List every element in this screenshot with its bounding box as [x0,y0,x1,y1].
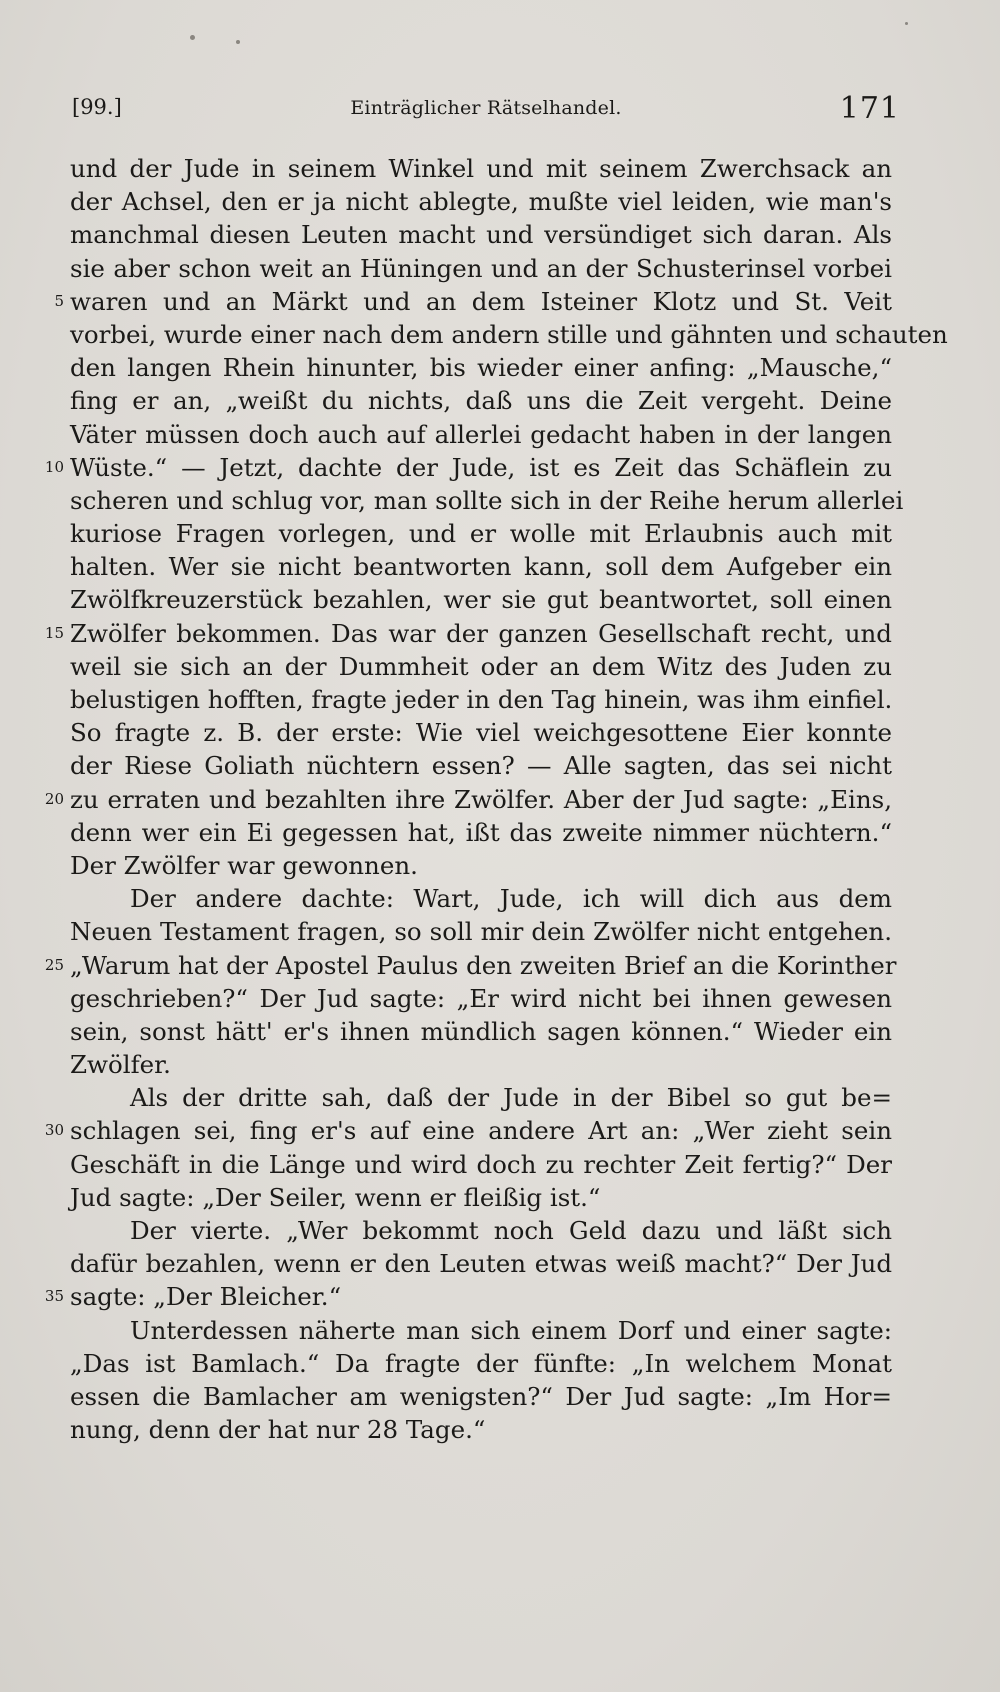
text-line [70,915,892,948]
line-text: sagte: „Der Bleicher.“ [70,1282,342,1312]
text-line [70,1247,892,1280]
line-text: Wüste.“ — Jetzt, dachte der Jude, ist es Zeit das Schäflein zu [70,452,892,482]
line-text: essen die Bamlacher am wenigsten?“ Der Jud sagte: „Im Hor= [70,1381,892,1411]
line-number: 5 [54,291,64,310]
text-line [70,1148,892,1181]
line-text: belustigen hofften, fragte jeder in den Tag hinein, was ihm einfiel. [70,685,893,714]
text-line [70,849,892,882]
text-line [70,351,892,384]
line-number: 25 [44,955,64,974]
text-line [70,1314,892,1347]
text-line [44,949,897,982]
text-line [70,517,892,550]
line-text: Jud sagte: „Der Seiler, wenn er fleißig ist.“ [70,1182,601,1212]
line-text: Zwölfkreuzerstück bezahlen, wer sie gut beantwortet, soll einen [70,585,892,615]
line-text: Als der dritte sah, daß der Jude in der Bibel so gut be= [130,1083,892,1113]
line-text: Unterdessen näherte man sich einem Dorf und einer sagte: [130,1315,892,1345]
text-line [44,451,892,484]
text-line [70,683,892,716]
text-line [70,252,892,285]
line-number: 20 [44,789,64,808]
text-line [70,218,892,251]
line-text: „Warum hat der Apostel Paulus den zweiten Brief an die Korinther [70,950,897,980]
line-text: fing er an, „weißt du nichts, daß uns die Zeit vergeht. Deine [70,386,892,416]
line-text: Der andere dachte: Wart, Jude, ich will dich aus dem [130,884,892,914]
text-line [70,583,892,616]
text-line [70,550,892,583]
line-text: geschrieben?“ Der Jud sagte: „Er wird nicht bei ihnen gewesen [70,983,892,1013]
running-title: Einträglicher Rätselhandel. [350,97,622,119]
paper-speck [905,22,908,25]
paper-speck [190,35,195,40]
paper-speck [236,40,240,44]
text-line [70,318,948,351]
line-text: „Das ist Bamlach.“ Da fragte der fünfte: „In welchem Monat [70,1348,892,1378]
line-text: der Riese Goliath nüchtern essen? — Alle sagten, das sei nicht [70,751,892,781]
text-line [70,1214,892,1247]
text-line [70,1181,892,1214]
text-line [70,749,892,782]
text-line [70,1015,892,1048]
line-number: 35 [44,1287,64,1306]
text-line [44,617,892,650]
line-text: sein, sonst hätt' er's ihnen mündlich sagen können.“ Wieder ein [70,1016,892,1046]
text-line [70,882,892,915]
line-text: der Achsel, den er ja nicht ablegte, mußte viel leiden, wie man's [70,187,892,217]
line-text: Neuen Testament fragen, so soll mir dein Zwölfer nicht entgehen. [70,917,892,947]
line-text: Der Zwölfer war gewonnen. [70,850,418,880]
text-line [70,152,892,185]
line-text: waren und an Märkt und an dem Isteiner Klotz und St. Veit [70,286,892,316]
text-line [70,982,892,1015]
text-line [54,285,892,318]
line-number: 30 [44,1121,64,1140]
text-line [44,1114,892,1147]
line-text: nung, denn der hat nur 28 Tage.“ [70,1415,486,1445]
text-line [70,185,892,218]
line-text: kuriose Fragen vorlegen, und er wolle mit Erlaubnis auch mit [70,519,892,549]
text-line [70,650,892,683]
line-text: Väter müssen doch auch auf allerlei gedacht haben in der langen [70,419,892,449]
line-text: vorbei, wurde einer nach dem andern stille und gähnten und schauten [70,319,948,349]
line-text: schlagen sei, fing er's auf eine andere Art an: „Wer zieht sein [70,1116,892,1146]
line-text: halten. Wer sie nicht beantworten kann, soll dem Aufgeber ein [70,552,892,582]
text-line [70,384,892,417]
text-line [70,716,892,749]
text-line [70,1081,892,1114]
text-line [44,1280,892,1313]
text-line [70,1413,892,1446]
text-line [44,783,892,816]
line-text: Der vierte. „Wer bekommt noch Geld dazu und läßt sich [130,1216,892,1245]
line-number: 10 [44,457,64,476]
line-text: Geschäft in die Länge und wird doch zu rechter Zeit fertig?“ Der [70,1149,892,1179]
line-text: denn wer ein Ei gegessen hat, ißt das zweite nimmer nüchtern.“ [70,817,892,847]
line-text: den langen Rhein hinunter, bis wieder einer anfing: „Mausche,“ [70,353,892,383]
line-text: manchmal diesen Leuten macht und versündiget sich daran. Als [70,220,892,250]
section-number: [99.] [72,95,122,119]
text-line [70,1048,892,1081]
running-header [72,91,900,135]
text-line [70,1380,892,1413]
line-text: dafür bezahlen, wenn er den Leuten etwas weiß macht?“ Der Jud [70,1249,892,1279]
text-line [70,484,904,517]
line-text: zu erraten und bezahlten ihre Zwölfer. Aber der Jud sagte: „Eins, [70,784,892,814]
line-text: So fragte z. B. der erste: Wie viel weichgesottene Eier konnte [70,718,892,748]
line-text: Zwölfer. [70,1050,171,1080]
page-number: 171 [839,91,900,126]
text-line [70,1347,892,1380]
line-text: und der Jude in seinem Winkel und mit seinem Zwerchsack an [70,154,892,183]
text-line [70,816,892,849]
line-number: 15 [44,623,64,642]
line-text: sie aber schon weit an Hüningen und an der Schusterinsel vorbei [70,253,892,283]
text-line [70,418,892,451]
line-text: scheren und schlug vor, man sollte sich in der Reihe herum allerlei [70,485,904,515]
line-text: Zwölfer bekommen. Das war der ganzen Gesellschaft recht, und [70,618,892,648]
line-text: weil sie sich an der Dummheit oder an dem Witz des Juden zu [70,651,892,681]
body-text [44,152,948,1446]
